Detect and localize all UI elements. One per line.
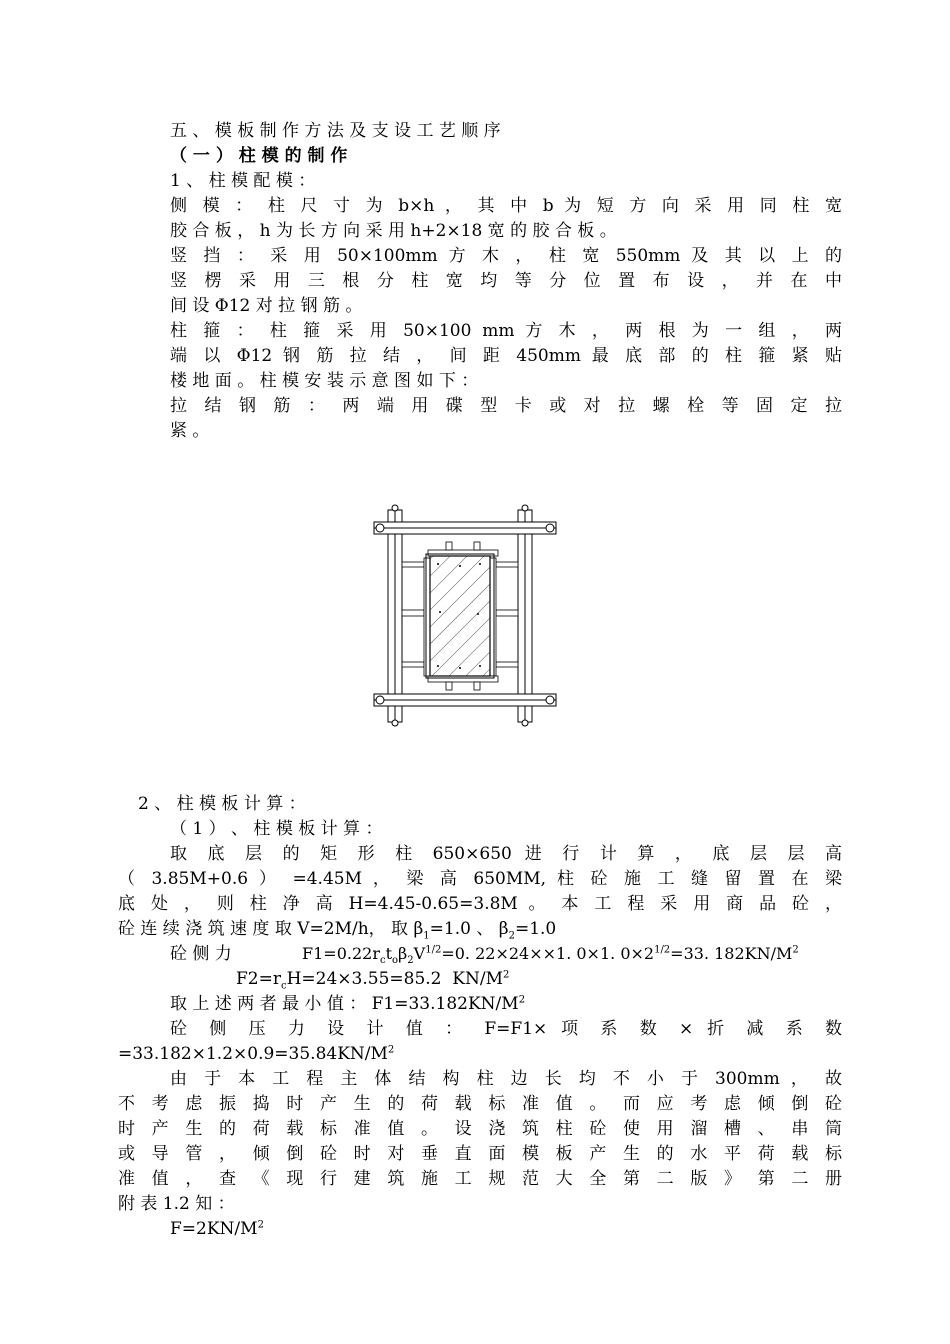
design-value-sup: 2 xyxy=(387,1044,395,1056)
final-f-text: F=2KN/M xyxy=(170,1219,258,1239)
vertical-block-line3: 间 设 Φ12 对 拉 钢 筋 。 xyxy=(170,296,363,316)
side-mold-line1: 侧 模 ： 柱 尺 寸 为 b×h ， 其 中 b 为 短 方 向 采 用 同 柱 宽 xyxy=(170,196,842,216)
min-value-text: 取 上 述 两 者 最 小 值 ： F1=33.182KN/M xyxy=(170,994,519,1014)
design-value-text: =33.182×1.2×0.9=35.84KN/M xyxy=(118,1044,388,1064)
section-heading: 五 、 模 板 制 作 方 法 及 支 设 工 艺 顺 序 xyxy=(170,121,501,141)
calc-p2-line4: 或 导 管 ， 倾 倒 砼 时 对 垂 直 面 模 板 产 生 的 水 平 荷 载 标 xyxy=(118,1144,842,1164)
f1-sup1: 1/2 xyxy=(425,944,442,956)
f1-sub1: c xyxy=(379,955,386,967)
side-mold-line2: 胶 合 板 ， h 为 长 方 向 采 用 h+2×18 宽 的 胶 合 板 。 xyxy=(170,221,617,241)
bottom-hoop-member xyxy=(374,694,556,706)
column-hoop-line1: 柱 箍 ： 柱 箍 采 用 50×100 mm 方 木 ， 两 根 为 一 组 ， 两 xyxy=(170,321,842,341)
vertical-block-line1: 竖 挡 ： 采 用 50×100mm 方 木 ， 柱 宽 550mm 及 其 以 上 的 xyxy=(170,246,842,266)
calc-p1-line3: 底 处 ， 则 柱 净 高 H=4.45-0.65=3.8M 。 本 工 程 采 用 商 品 砼 ， xyxy=(118,894,842,914)
calc-p2-line5: 准 值 ， 查 《 现 行 建 筑 施 工 规 范 大 全 第 二 版 》 第 二 册 xyxy=(118,1169,842,1189)
f2-sub: c xyxy=(280,980,287,992)
calc-p2-line1: 由 于 本 工 程 主 体 结 构 柱 边 长 均 不 小 于 300mm ， 故 xyxy=(170,1069,842,1089)
subheading-column-mold: （ 一 ） 柱 模 的 制 作 xyxy=(170,146,348,166)
tie-bar-line1: 拉 结 钢 筋 ： 两 端 用 碟 型 卡 或 对 拉 螺 栓 等 固 定 拉 xyxy=(170,396,842,416)
calc-p2-line3: 时 产 生 的 荷 载 标 准 值 。 设 浇 筑 柱 砼 使 用 溜 槽 、 串 筒 xyxy=(118,1119,842,1139)
calc-p2-line2: 不 考 虑 振 捣 时 产 生 的 荷 载 标 准 值 。 而 应 考 虑 倾 倒 砼 xyxy=(118,1094,842,1114)
min-value-sup: 2 xyxy=(518,994,526,1006)
calc-p1-line4-e: =1.0 xyxy=(514,919,557,939)
f1-c: β xyxy=(398,944,408,963)
final-f-value xyxy=(170,1218,264,1240)
f1-sup3: 2 xyxy=(792,944,799,956)
design-value-line1: 砼 侧 压 力 设 计 值 ： F=F1× 项 系 数 × 折 减 系 数 xyxy=(170,1019,842,1039)
calc-p1-line4 xyxy=(118,918,556,940)
f1-a: F1=0.22r xyxy=(302,944,380,963)
column-hoop-line3: 楼 地 面 。 柱 模 安 装 示 意 图 如 下 ： xyxy=(170,371,479,391)
calc-title: 2 、 柱 模 板 计 算 ： xyxy=(138,794,306,814)
f2-formula xyxy=(236,968,509,990)
beta2-sub: 2 xyxy=(508,930,515,942)
vertical-block-line2: 竖 楞 采 用 三 根 分 柱 宽 均 等 分 位 置 布 设 ， 并 在 中 xyxy=(170,271,842,291)
f1-b: t xyxy=(385,944,393,963)
calc-p1-line2: （ 3.85M+0.6 ） =4.45M ， 梁 高 650MM, 柱 砼 施 工 缝 留 置 在 梁 xyxy=(118,869,842,889)
right-hoop-member xyxy=(518,510,532,722)
f1-sub2: o xyxy=(392,955,399,967)
f1-d: V xyxy=(413,944,426,963)
beta1-sub: 1 xyxy=(423,930,430,942)
concrete-column xyxy=(426,554,494,678)
calc-subtitle: （ 1 ） 、 柱 模 板 计 算 ： xyxy=(170,819,383,839)
item1-title: 1 、 柱 模 配 模 ： xyxy=(170,171,316,191)
f2-sup: 2 xyxy=(503,969,510,981)
calc-p1-line4-a: 砼 连 续 浇 筑 速 度 取 V=2M/h， 取 β xyxy=(118,919,424,939)
f2-b: H=24×3.55=85.2 KN/M xyxy=(286,969,504,989)
top-hoop-member xyxy=(374,522,556,534)
f1-e: =0. 22×24××1. 0×1. 0×2 xyxy=(441,944,655,963)
f1-formula xyxy=(302,943,799,965)
f1-sup2: 1/2 xyxy=(654,944,671,956)
f1-sub3: 2 xyxy=(407,955,414,967)
calc-p2-line6: 附 表 1.2 知 ： xyxy=(118,1194,235,1214)
calc-p1-line1: 取 底 层 的 矩 形 柱 650×650 进 行 计 算 ， 底 层 层 高 xyxy=(170,844,842,864)
design-value-line2 xyxy=(118,1043,394,1065)
tie-bar-line2: 紧 。 xyxy=(170,421,210,441)
min-value-line xyxy=(170,993,525,1015)
left-hoop-member xyxy=(388,510,402,722)
f1-f: =33. 182KN/M xyxy=(670,944,793,963)
calc-p1-line4-c: =1.0 、 β xyxy=(429,919,509,939)
final-f-sup: 2 xyxy=(257,1219,264,1231)
f1-label: 砼 侧 力 xyxy=(170,944,232,964)
column-hoop-line2: 端 以 Φ12 钢 筋 拉 结 ， 间 距 450mm 最 底 部 的 柱 箍 紧 贴 xyxy=(170,346,842,366)
column-formwork-diagram xyxy=(368,502,568,728)
f2-a: F2=r xyxy=(236,969,281,989)
